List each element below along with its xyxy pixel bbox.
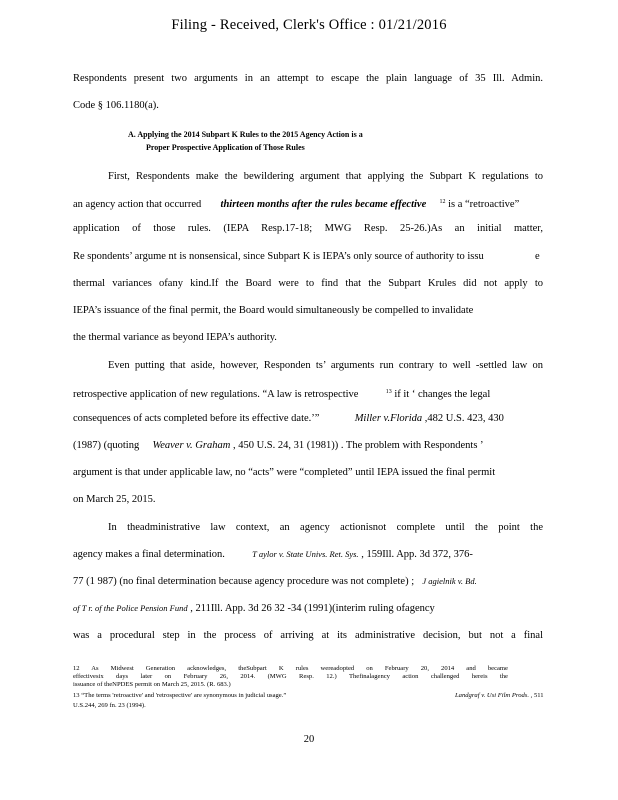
body-line: thermal variances ofany kind.If the Board were to find that the Subpart Krules did not apply to — [73, 278, 543, 289]
section-heading-line-1: A. Applying the 2014 Subpart K Rules to the 2015 Agency Action is a — [128, 130, 363, 139]
text-segment: agency makes a final determination. — [73, 549, 225, 560]
body-line — [73, 439, 543, 452]
body-line — [73, 386, 543, 401]
body-line: application of those rules. (IEPA Resp.17-18; MWG Resp. 25-26.)As an initial matter, — [73, 223, 543, 234]
body-line — [73, 250, 543, 263]
text-segment: (1987) (quoting — [73, 440, 140, 451]
body-line: on March 25, 2015. — [73, 494, 156, 505]
text-segment: , 511 — [530, 692, 544, 699]
section-heading-line-2: Proper Prospective Application of Those Rules — [146, 143, 305, 152]
text-segment: , 211Ill. App. 3d 26 32 -34 (1991)(interim ruling ofagency — [190, 603, 435, 614]
filing-stamp-header: Filing - Received, Clerk's Office : 01/21/2016 — [171, 17, 447, 33]
text-segment: 13 “The terms 'retroactive' and 'retrospective' are synonymous in judicial usage.” — [73, 692, 287, 699]
text-segment: 77 (1 987) (no final determination because agency procedure was not complete) ; — [73, 576, 415, 587]
body-line — [73, 548, 543, 561]
body-line: argument is that under applicable law, no “acts” were “completed” until IEPA issued the final permit — [73, 467, 496, 478]
body-line: In theadministrative law context, an agency actionisnot complete until the point the — [108, 522, 543, 533]
footnote-12-line: issuance of theNPDES permit on March 25, 2015. (R. 683.) — [73, 681, 231, 688]
body-line: was a procedural step in the process of arriving at its administrative decision, but not a final — [73, 630, 543, 641]
text-segment: consequences of acts completed before its effective date.’” — [73, 413, 320, 424]
footnote-13-line: U.S.244, 269 fn. 23 (1994). — [73, 702, 146, 709]
body-line: IEPA’s issuance of the final permit, the Board would simultaneously be compelled to invalidate — [73, 305, 474, 316]
body-line — [73, 602, 543, 615]
text-segment: is a “retroactive” — [448, 199, 520, 210]
text-segment: ,482 U.S. 423, 430 — [424, 413, 504, 424]
body-line: Code § 106.1180(a). — [73, 100, 159, 111]
text-segment: , 450 U.S. 24, 31 (1981)) . The problem with Respondents ’ — [232, 440, 484, 451]
text-segment: e — [535, 251, 540, 262]
case-citation: Miller v.Florida — [354, 413, 423, 424]
text-segment: if it ‘ changes the legal — [394, 389, 491, 400]
body-line: the thermal variance as beyond IEPA’s authority. — [73, 332, 277, 343]
footnote-12-line: 12 As Midwest Generation acknowledges, theSubpart K rules wereadopted on February 20, 2014 and became — [73, 665, 508, 672]
emphasized-text: thirteen months after the rules became effective — [220, 199, 427, 210]
footnote-12-line: effectivesix days later on February 26, 2014. (MWG Resp. 12.) Thefinalagency action challenged hereis the — [73, 673, 508, 680]
footnote-reference-13: 13 — [385, 389, 392, 395]
case-citation: J agielnik v. Bd. — [422, 576, 477, 586]
body-line — [73, 575, 543, 588]
case-citation: Landgraf v. Usi Film Prods. — [455, 692, 529, 699]
body-line — [73, 196, 543, 211]
page-number: 20 — [303, 734, 315, 745]
body-line: First, Respondents make the bewildering argument that applying the Subpart K regulations to — [108, 171, 543, 182]
footnote-13-line — [73, 692, 544, 700]
text-segment: retrospective application of new regulations. “A law is retrospective — [73, 389, 359, 400]
footnote-reference-12: 12 — [439, 199, 446, 205]
text-segment: Re spondents’ argume nt is nonsensical, since Subpart K is IEPA’s only source of authority to issu — [73, 251, 484, 262]
body-line — [73, 412, 543, 425]
case-citation: of T r. of the Police Pension Fund — [73, 603, 188, 613]
text-segment: , 159Ill. App. 3d 372, 376- — [361, 549, 473, 560]
case-citation: T aylor v. State Univs. Ret. Sys. — [252, 549, 359, 559]
body-line: Respondents present two arguments in an attempt to escape the plain language of 35 Ill. Admin. — [73, 73, 543, 84]
text-segment: an agency action that occurred — [73, 199, 202, 210]
body-line: Even putting that aside, however, Responden ts’ arguments run contrary to well -settled law on — [108, 360, 543, 371]
case-citation: Weaver v. Graham — [152, 440, 231, 451]
